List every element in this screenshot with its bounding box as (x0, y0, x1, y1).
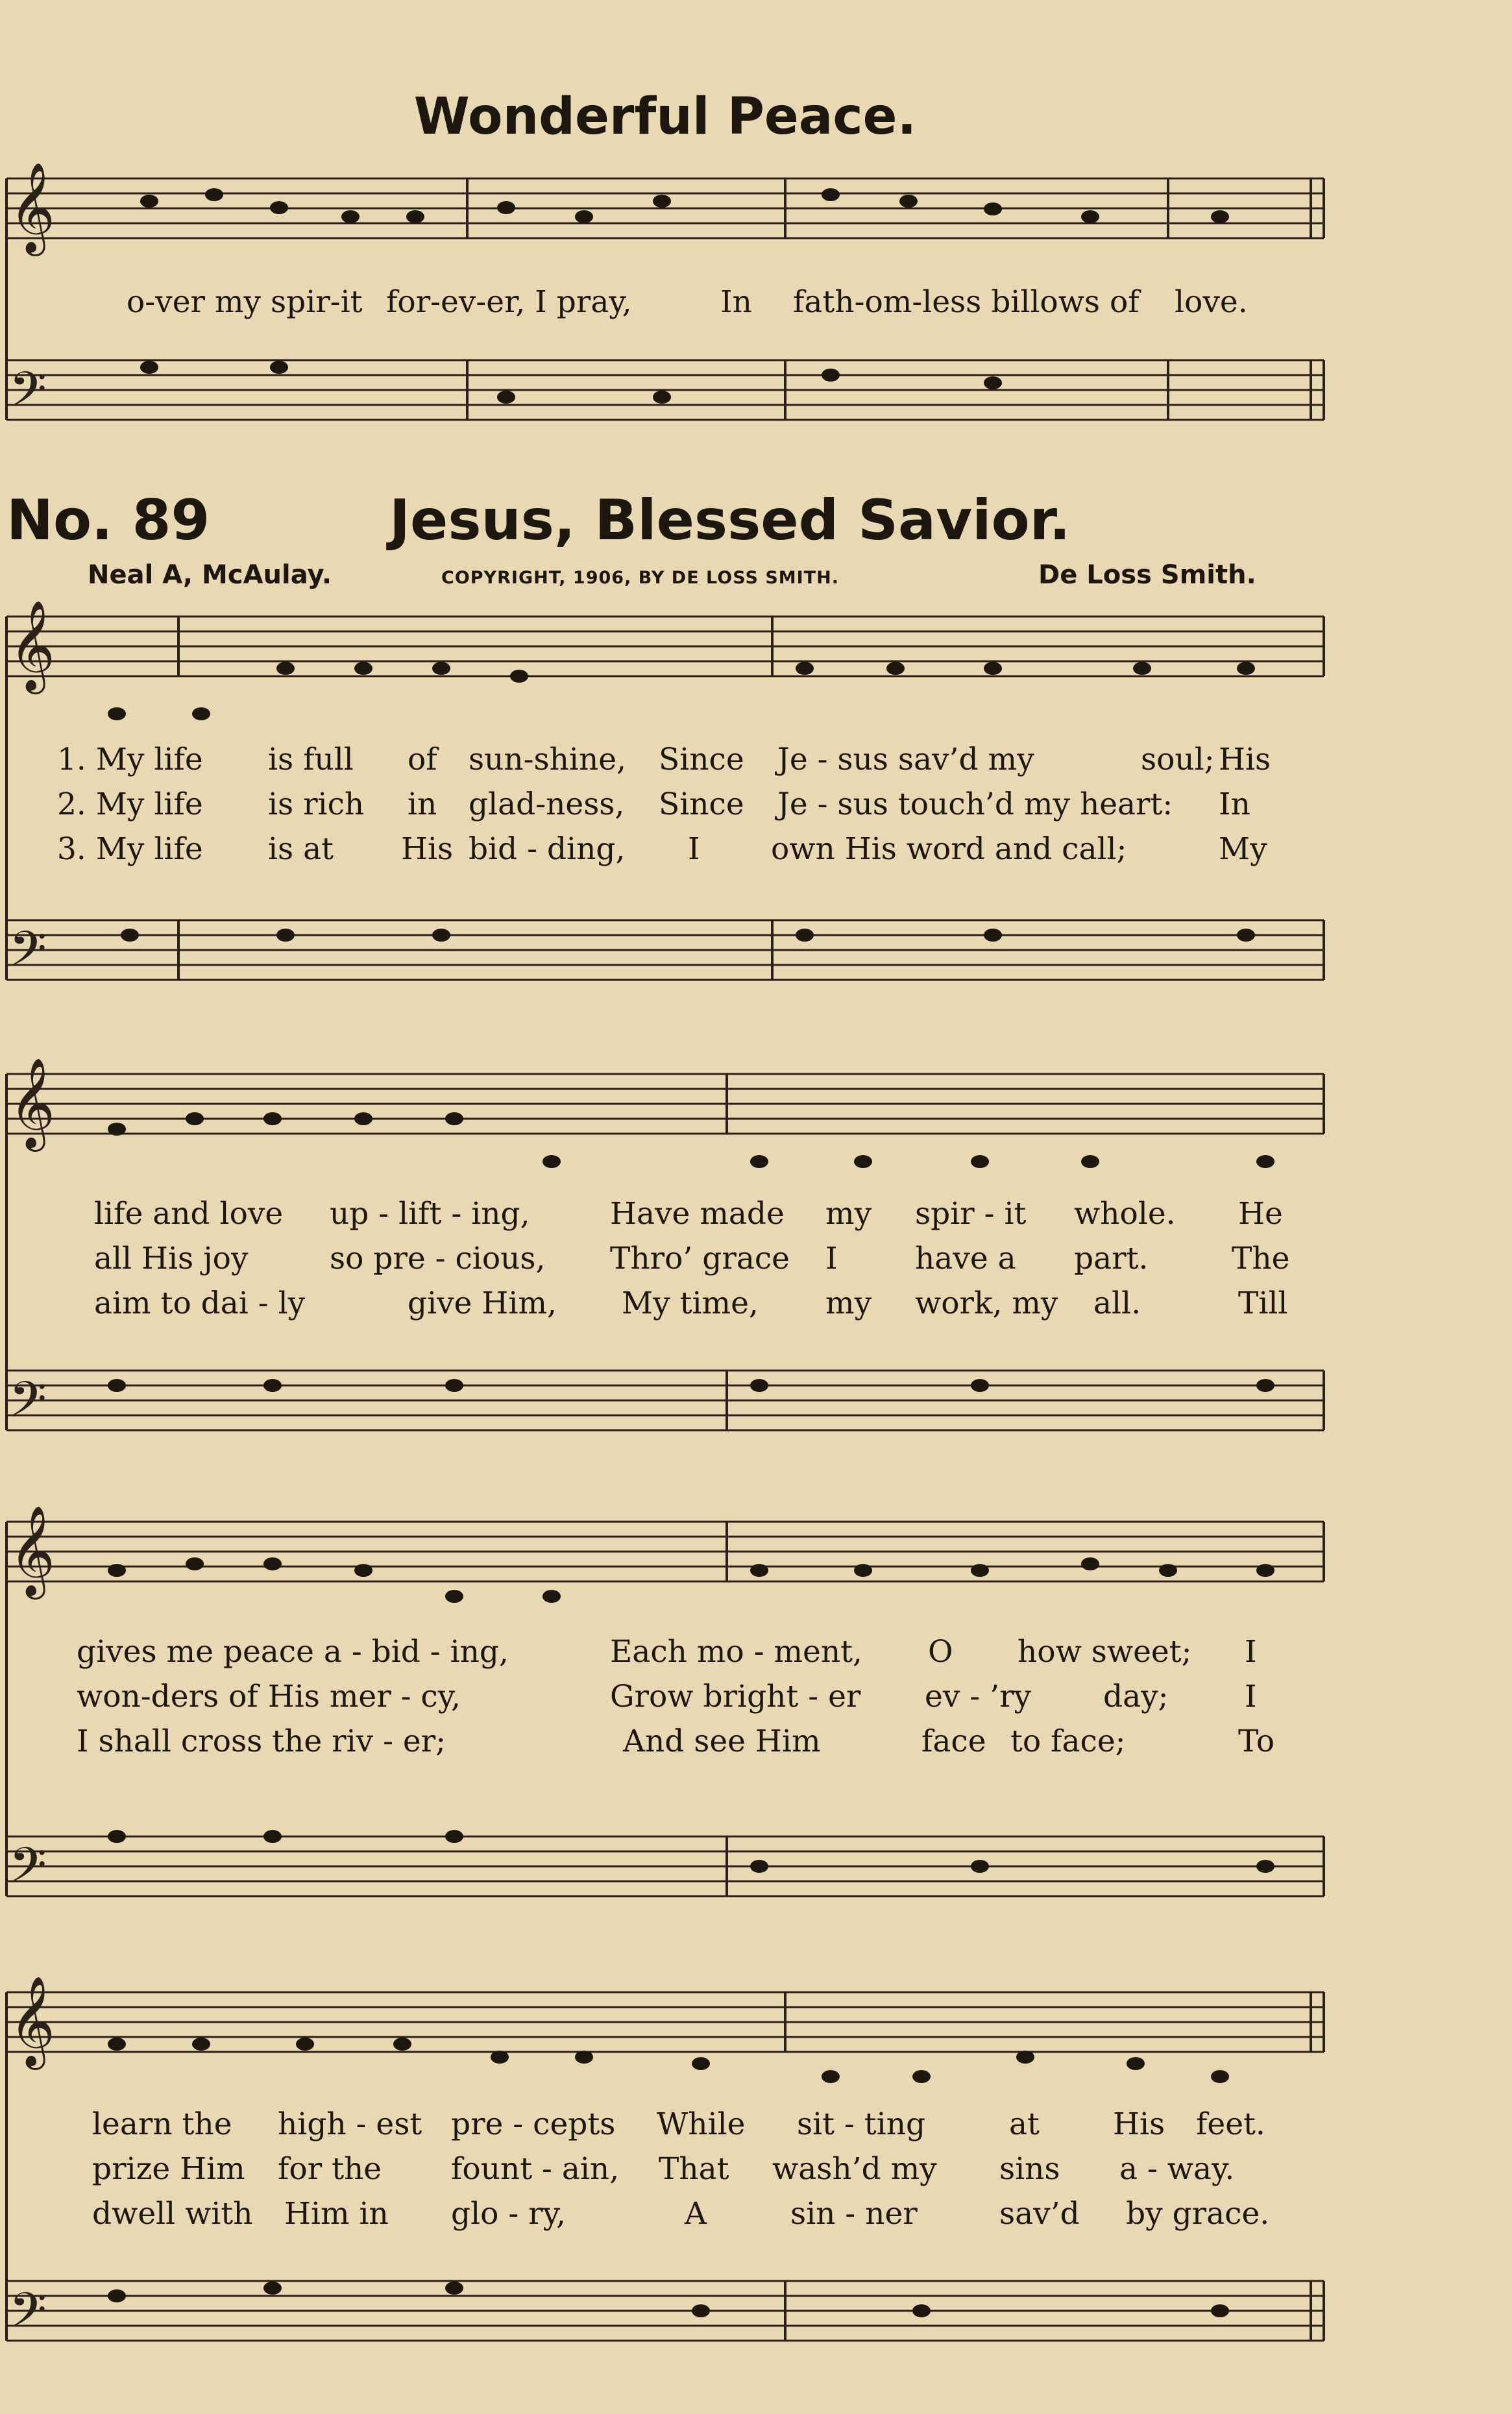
lyric-syllable: gives me peace a - bid - ing, (77, 1634, 509, 1670)
lyric-syllable: A (685, 2196, 707, 2232)
lyric-syllable: pre - cepts (451, 2106, 616, 2142)
lyric-syllable: 3. My life (57, 831, 203, 867)
lyric-syllable: While (657, 2106, 746, 2142)
treble-clef-icon: 𝄞 (9, 1058, 55, 1148)
bass-clef-icon: 𝄢 (9, 2282, 47, 2350)
lyric-syllable: Have made (610, 1196, 785, 1232)
lyric-syllable: That (659, 2151, 729, 2187)
lyric-syllable: all His joy (94, 1241, 249, 1276)
hymn-title: Jesus, Blessed Savior. (389, 488, 1071, 553)
lyric-syllable: Thro’ grace (610, 1241, 790, 1276)
lyric-syllable: for the (278, 2151, 382, 2187)
lyric-syllable: dwell with (92, 2196, 253, 2232)
lyric-syllable: Since (659, 742, 744, 777)
lyric-syllable: life and love (94, 1196, 284, 1232)
author-credit: Neal A, McAulay. (88, 560, 332, 590)
lyric-syllable: soul; (1141, 742, 1215, 777)
bass-clef-icon: 𝄢 (9, 361, 47, 430)
lyric-syllable: won-ders of His mer - cy, (77, 1679, 461, 1714)
copyright-notice: COPYRIGHT, 1906, BY DE LOSS SMITH. (441, 568, 839, 588)
lyric-syllable: ev - ’ry (925, 1679, 1032, 1714)
treble-clef-icon: 𝄞 (9, 162, 55, 252)
lyric-syllable: sun-shine, (469, 742, 626, 777)
lyric-syllable: by grace. (1126, 2196, 1270, 2232)
lyric-syllable: in (408, 786, 437, 822)
lyric-syllable: Him in (284, 2196, 389, 2232)
lyric-syllable: feet. (1196, 2106, 1265, 2142)
lyric-syllable: a - way. (1119, 2151, 1235, 2187)
lyric-syllable: Each mo - ment, (610, 1634, 862, 1670)
lyric-syllable: day; (1103, 1679, 1169, 1714)
lyric-syllable: is full (268, 742, 354, 777)
lyric-syllable: Grow bright - er (610, 1679, 861, 1714)
lyric-syllable: 1. My life (57, 742, 203, 777)
lyric-syllable: Since (659, 786, 744, 822)
prev-lyric-4: fath-om-less billows of (793, 284, 1140, 320)
treble-clef-icon: 𝄞 (9, 600, 55, 690)
lyric-syllable: face (921, 1724, 986, 1759)
lyric-syllable: Je - sus sav’d my (777, 742, 1034, 777)
lyric-syllable: His (401, 831, 454, 867)
lyric-syllable: fount - ain, (451, 2151, 620, 2187)
lyric-syllable: glo - ry, (451, 2196, 566, 2232)
bass-clef-icon: 𝄢 (9, 1837, 47, 1905)
lyric-syllable: up - lift - ing, (330, 1196, 530, 1232)
lyric-syllable: give Him, (408, 1286, 557, 1321)
previous-hymn-title: Wonderful Peace. (413, 88, 917, 146)
lyric-syllable: is at (268, 831, 334, 867)
lyric-syllable: 2. My life (57, 786, 203, 822)
lyric-syllable: sav’d (999, 2196, 1080, 2232)
lyric-syllable: work, my (915, 1286, 1058, 1321)
lyric-syllable: I shall cross the riv - er; (77, 1724, 446, 1759)
lyric-syllable: I (688, 831, 700, 867)
bass-clef-icon: 𝄢 (9, 1371, 47, 1439)
lyric-syllable: so pre - cious, (330, 1241, 546, 1276)
lyric-syllable: my (825, 1286, 872, 1321)
lyric-syllable: My (1219, 831, 1267, 867)
lyric-syllable: to face; (1010, 1724, 1126, 1759)
lyric-syllable: spir - it (915, 1196, 1027, 1232)
lyric-syllable: sins (999, 2151, 1060, 2187)
lyric-syllable: whole. (1074, 1196, 1176, 1232)
lyric-syllable: Till (1238, 1286, 1288, 1321)
lyric-syllable: all. (1093, 1286, 1141, 1321)
lyric-syllable: He (1238, 1196, 1283, 1232)
lyric-syllable: prize Him (92, 2151, 245, 2187)
lyric-syllable: His (1219, 742, 1271, 777)
lyric-syllable: how sweet; (1018, 1634, 1192, 1670)
lyric-syllable: And see Him (623, 1724, 821, 1759)
lyric-syllable: My time, (622, 1286, 759, 1321)
prev-lyric-3: In (720, 284, 752, 320)
lyric-syllable: I (1245, 1634, 1257, 1670)
treble-clef-icon: 𝄞 (9, 1976, 55, 2066)
lyric-syllable: sin - ner (790, 2196, 918, 2232)
composer-credit: De Loss Smith. (1038, 560, 1256, 590)
bass-clef-icon: 𝄢 (9, 921, 47, 989)
prev-lyric-2: for-ev-er, I pray, (386, 284, 632, 320)
hymn-number: No. 89 (6, 488, 210, 553)
treble-clef-icon: 𝄞 (9, 1506, 55, 1596)
staff-prev-treble (6, 178, 1324, 238)
lyric-syllable: aim to dai - ly (94, 1286, 306, 1321)
lyric-syllable: glad-ness, (469, 786, 625, 822)
lyric-syllable: bid - ding, (469, 831, 626, 867)
lyric-syllable: wash’d my (772, 2151, 937, 2187)
staff-prev-bass (6, 360, 1324, 420)
lyric-syllable: is rich (268, 786, 365, 822)
lyric-syllable: His (1113, 2106, 1165, 2142)
lyric-syllable: O (928, 1634, 953, 1670)
prev-lyric-1: o-ver my spir-it (127, 284, 363, 320)
lyric-syllable: my (825, 1196, 872, 1232)
lyric-syllable: at (1009, 2106, 1040, 2142)
lyric-syllable: part. (1074, 1241, 1149, 1276)
lyric-syllable: To (1238, 1724, 1274, 1759)
lyric-syllable: I (825, 1241, 838, 1276)
lyric-syllable: In (1219, 786, 1250, 822)
lyric-syllable: I (1245, 1679, 1257, 1714)
lyric-syllable: have a (915, 1241, 1016, 1276)
lyric-syllable: learn the (92, 2106, 232, 2142)
prev-lyric-5: love. (1175, 284, 1248, 320)
lyric-syllable: The (1232, 1241, 1290, 1276)
lyric-syllable: high - est (278, 2106, 422, 2142)
lyric-syllable: sit - ting (797, 2106, 926, 2142)
lyric-syllable: of (408, 742, 437, 777)
lyric-syllable: Je - sus touch’d my heart: (777, 786, 1173, 822)
lyric-syllable: own His word and call; (771, 831, 1127, 867)
